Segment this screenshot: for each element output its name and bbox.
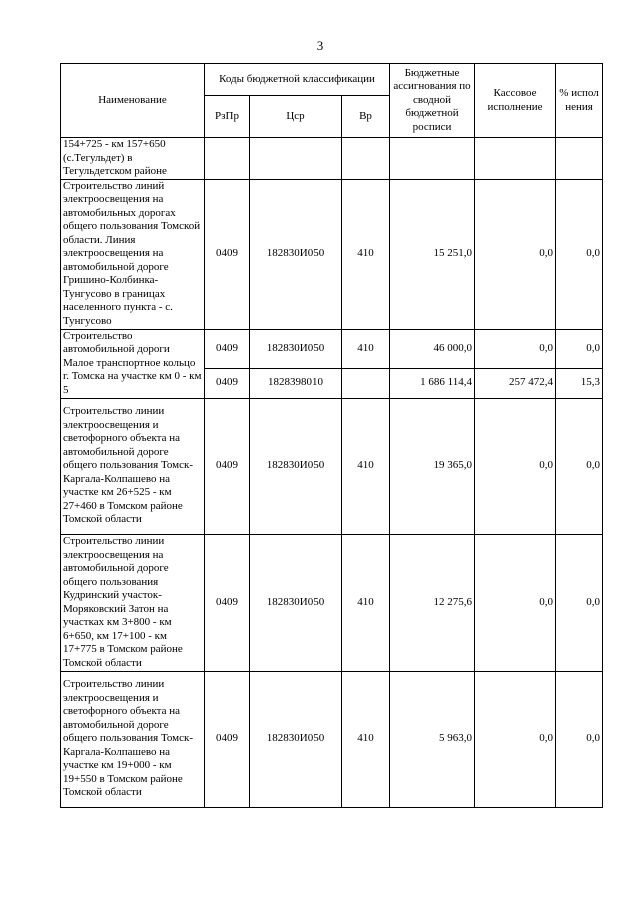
table-header-row — [61, 64, 603, 96]
table-row — [61, 534, 603, 671]
table-row — [61, 398, 603, 534]
row-budget: 5 963,0 — [390, 671, 475, 807]
row-rzpr: 0409 — [205, 534, 250, 671]
page-number: 3 — [316, 38, 324, 53]
row-name: Строительство линий электроосвещения на автомобильных дорогах общего пользования Томской области. Линия электроосвещения на автомобильной дороге Гришино-Колбинка-Тунгусово в границах населенного пункта - с. Тунгусово — [61, 179, 205, 329]
row-name: Строительство линии электроосвещения и светофорного объекта на автомобильной дороге общего пользования Томск-Каргала-Колпашево на участке км 19+000 - км 19+550 в Томском районе Томской области — [61, 671, 205, 807]
row-vr — [342, 368, 390, 398]
row-vr: 410 — [342, 671, 390, 807]
row-cash: 0,0 — [475, 329, 556, 368]
row-cash — [475, 138, 556, 180]
table-row — [61, 138, 603, 180]
row-budget: 19 365,0 — [390, 398, 475, 534]
row-cash: 0,0 — [475, 671, 556, 807]
row-csr — [250, 138, 342, 180]
table-row — [61, 671, 603, 807]
row-percent: 0,0 — [556, 329, 603, 368]
row-csr: 1828398010 — [250, 368, 342, 398]
row-percent: 0,0 — [556, 179, 603, 329]
row-percent: 0,0 — [556, 398, 603, 534]
row-budget: 1 686 114,4 — [390, 368, 475, 398]
header-rzpr: РзПр — [205, 96, 250, 138]
row-name: Строительство линии электроосвещения на автомобильной дороге общего пользования Кудринский участок-Моряковский Затон на участках км 3+800 - км 6+650, км 17+100 - км 17+775 в Томском районе Томской области — [61, 534, 205, 671]
header-budget: Бюджетные ассигнования по сводной бюджетной росписи — [390, 64, 475, 138]
row-vr: 410 — [342, 534, 390, 671]
row-rzpr: 0409 — [205, 179, 250, 329]
budget-table — [60, 63, 603, 808]
row-vr — [342, 138, 390, 180]
row-rzpr: 0409 — [205, 671, 250, 807]
row-name: Строительство линии электроосвещения и светофорного объекта на автомобильной дороге общего пользования Томск-Каргала-Колпашево на участке км 26+525 - км 27+460 в Томском районе Томской области — [61, 398, 205, 534]
header-name: Наименование — [61, 64, 205, 138]
header-percent: % испол нения — [556, 64, 603, 138]
row-cash: 0,0 — [475, 179, 556, 329]
row-percent: 15,3 — [556, 368, 603, 398]
row-percent: 0,0 — [556, 534, 603, 671]
row-rzpr — [205, 138, 250, 180]
header-cash: Кассовое исполнение — [475, 64, 556, 138]
row-csr: 182830И050 — [250, 534, 342, 671]
table-row — [61, 179, 603, 329]
row-budget: 15 251,0 — [390, 179, 475, 329]
row-budget: 46 000,0 — [390, 329, 475, 368]
header-csr: Цср — [250, 96, 342, 138]
row-csr: 182830И050 — [250, 179, 342, 329]
row-cash: 0,0 — [475, 534, 556, 671]
row-csr: 182830И050 — [250, 329, 342, 368]
row-vr: 410 — [342, 179, 390, 329]
row-name: 154+725 - км 157+650 (с.Тегульдет) в Тегульдетском районе — [61, 138, 205, 180]
row-rzpr: 0409 — [205, 368, 250, 398]
row-percent: 0,0 — [556, 671, 603, 807]
header-codes-group: Коды бюджетной классификации — [205, 64, 390, 96]
header-vr: Вр — [342, 96, 390, 138]
row-vr: 410 — [342, 398, 390, 534]
row-budget — [390, 138, 475, 180]
row-budget: 12 275,6 — [390, 534, 475, 671]
row-percent — [556, 138, 603, 180]
row-name: Строительство автомобильной дороги Малое транспортное кольцо г. Томска на участке км 0 - км 5 — [61, 329, 205, 398]
table-row — [61, 329, 603, 368]
row-rzpr: 0409 — [205, 398, 250, 534]
row-vr: 410 — [342, 329, 390, 368]
row-cash: 0,0 — [475, 398, 556, 534]
row-csr: 182830И050 — [250, 398, 342, 534]
row-csr: 182830И050 — [250, 671, 342, 807]
row-rzpr: 0409 — [205, 329, 250, 368]
row-cash: 257 472,4 — [475, 368, 556, 398]
